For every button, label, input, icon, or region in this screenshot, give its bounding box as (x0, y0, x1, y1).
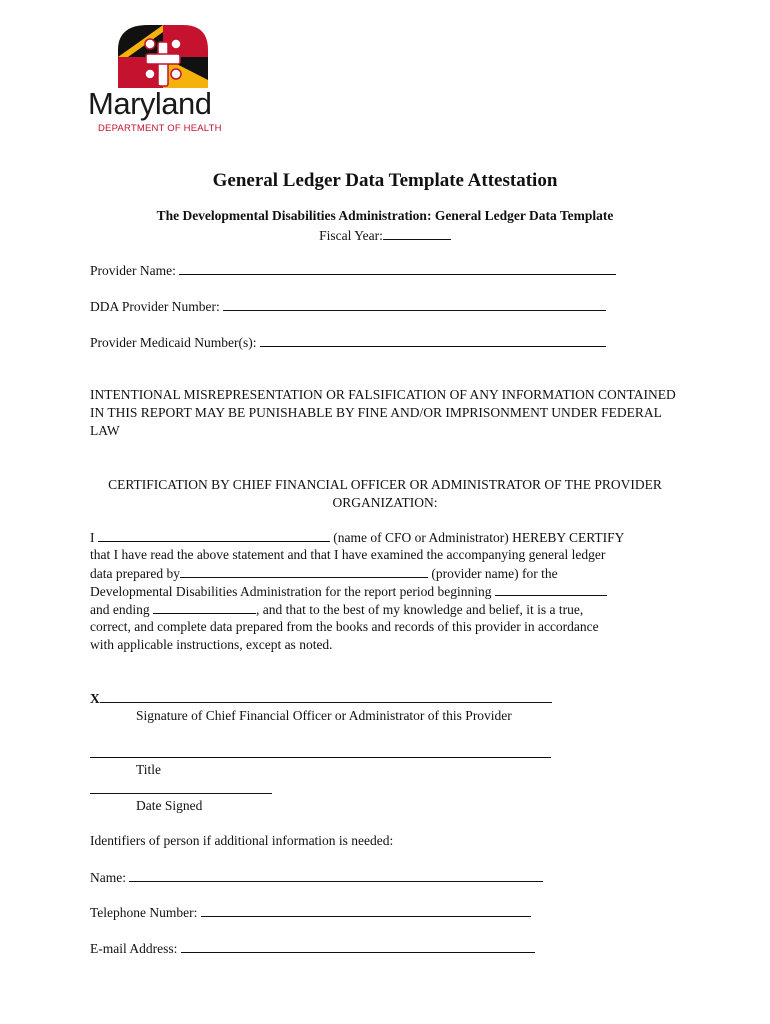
document-subtitle: The Developmental Disabilities Administration: General Ledger Data Template (156, 208, 614, 223)
signature-blank[interactable] (100, 690, 552, 703)
period-ending-blank[interactable] (153, 601, 256, 614)
provider-name-blank[interactable] (179, 262, 616, 275)
cert-line-2: that I have read the above statement and that I have examined the accompanying general ledger (90, 547, 606, 562)
dda-provider-number-line (90, 298, 606, 315)
logo-department: DEPARTMENT OF HEALTH (98, 123, 222, 134)
cert-line-5 (90, 601, 583, 618)
contact-name-line (90, 869, 543, 886)
cert-text-5b: , and that to the best of my knowledge and belief, it is a true, (256, 602, 584, 617)
cert-text-3a: data prepared by (90, 566, 180, 581)
cert-text-4: Developmental Disabilities Administration for the report period beginning (90, 584, 492, 599)
contact-name-label: Name: (90, 870, 126, 885)
contact-email-label: E-mail Address: (90, 941, 178, 956)
dda-provider-number-label: DDA Provider Number: (90, 299, 220, 314)
certification-heading: CERTIFICATION BY CHIEF FINANCIAL OFFICER OR ADMINISTRATOR OF THE PROVIDER ORGANIZATION: (108, 477, 662, 510)
medicaid-number-label: Provider Medicaid Number(s): (90, 335, 257, 350)
warning-statement: INTENTIONAL MISREPRESENTATION OR FALSIFICATION OF ANY INFORMATION CONTAINED IN THIS REPORT MAY BE PUNISHABLE BY FINE AND/OR IMPRISONMENT UNDER FEDERAL LAW (90, 387, 676, 438)
contact-email-line (90, 940, 535, 957)
cert-line-3 (90, 565, 558, 582)
cert-line-6: correct, and complete data prepared from the books and records of this provider in accordance (90, 619, 599, 634)
title-blank[interactable] (90, 757, 551, 758)
dda-provider-number-blank[interactable] (223, 298, 606, 311)
medicaid-number-blank[interactable] (260, 334, 606, 347)
cert-line-1 (90, 529, 624, 546)
title-caption: Title (136, 762, 162, 777)
fiscal-year-blank[interactable] (383, 227, 451, 240)
provider-name-line (90, 262, 616, 279)
cfo-name-blank[interactable] (98, 529, 330, 542)
cert-text-5a: and ending (90, 602, 150, 617)
fiscal-year-label: Fiscal Year: (319, 228, 383, 243)
signature-line (90, 690, 552, 707)
signature-caption: Signature of Chief Financial Officer or Administrator of this Provider (136, 708, 512, 723)
provider-name-cert-blank[interactable] (180, 565, 428, 578)
cert-text-3b: (provider name) for the (431, 566, 558, 581)
contact-telephone-blank[interactable] (201, 904, 531, 917)
medicaid-number-line (90, 334, 606, 351)
cert-i: I (90, 530, 95, 545)
signature-x-mark: X (90, 691, 100, 706)
date-signed-caption: Date Signed (136, 798, 203, 813)
document-title: General Ledger Data Template Attestation (212, 170, 558, 191)
contact-name-blank[interactable] (129, 869, 543, 882)
cert-line-4 (90, 583, 607, 600)
contact-email-blank[interactable] (181, 940, 535, 953)
provider-name-label: Provider Name: (90, 263, 176, 278)
logo-wordmark: Maryland (88, 86, 212, 121)
cert-line-7: with applicable instructions, except as noted. (90, 637, 333, 652)
date-signed-blank[interactable] (90, 793, 272, 794)
cert-text-1: (name of CFO or Administrator) HEREBY CERTIFY (333, 530, 625, 545)
period-beginning-blank[interactable] (495, 583, 607, 596)
contact-telephone-line (90, 904, 531, 921)
fiscal-year-line (0, 227, 770, 244)
identifiers-heading: Identifiers of person if additional information is needed: (90, 833, 394, 848)
contact-telephone-label: Telephone Number: (90, 905, 198, 920)
